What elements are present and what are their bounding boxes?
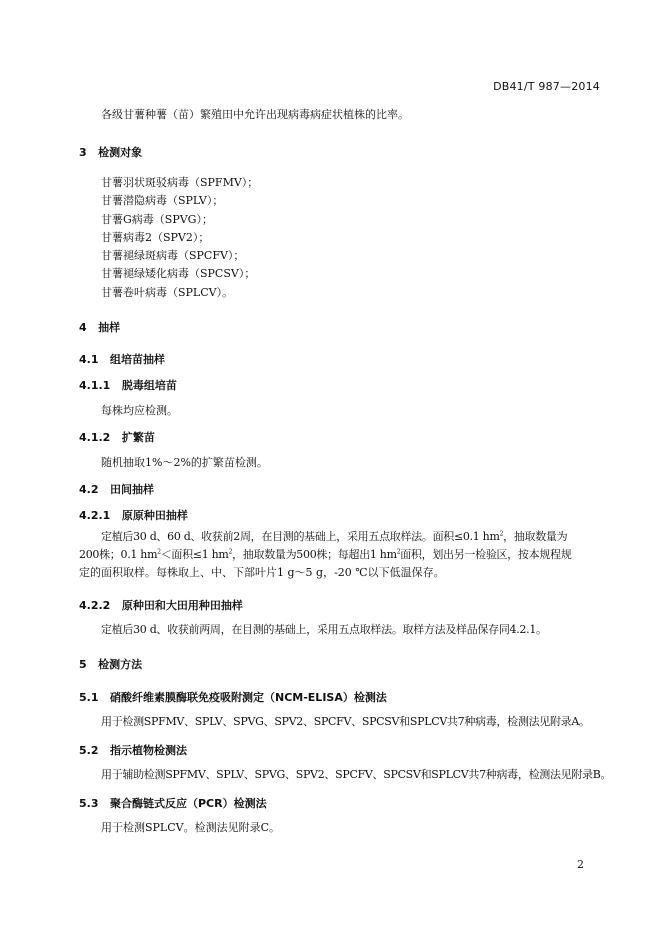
list-item: 甘薯病毒2（SPV2）； [101,230,210,244]
section-4-1-1-body [79,402,599,420]
section-title: 田间抽样 [110,483,154,496]
section-4-1-2-body [79,454,599,472]
section-4-2-2-body [79,621,609,639]
section-4-2-1-heading [79,507,599,523]
paragraph: 定植后30 d、收获前两周，在目测的基础上，采用五点取样法。取样方法及样品保存同4.2.1。 [101,623,547,636]
list-item: 甘薯卷叶病毒（SPLCV）。 [101,285,234,299]
detection-target-list [101,174,521,302]
paragraph: 用于辅助检测SPFMV、SPLV、SPVG、SPV2、SPCFV、SPCSV和SPLCV共7种病毒，检测法见附录B。 [101,768,612,781]
section-title: 检测对象 [98,146,143,159]
section-number: 3 [79,146,87,159]
section-title: 聚合酶链式反应（PCR）检测法 [110,797,267,810]
paragraph-line: 200株；0.1 $hm^2<$面积≤1 $hm^2$，抽取数量为500株；每超出1 $hm^2$面积，划出另一检验区，按本规程规 [79,548,572,561]
section-number: 4.1.2 [79,431,111,444]
list-item: 甘薯G病毒（SPVG）； [101,212,213,226]
section-title: 原原种田抽样 [121,509,188,522]
section-5-3-heading [79,795,599,811]
list-item: 甘薯褪绿斑病毒（SPCFV）； [101,249,245,263]
section-4-2-heading [79,481,599,497]
section-4-2-2-heading [79,597,599,613]
section-4-1-2-heading [79,429,599,445]
section-5-heading [79,656,599,672]
section-5-1-heading [79,689,599,705]
paragraph-line: 定植后30 d、60 d、收获前2周，在目测的基础上，采用五点取样法。面积≤0.1 $hm^2$，抽取数量为 [101,530,568,543]
section-number: 5.2 [79,744,99,757]
section-number: 5 [79,658,87,671]
section-5-2-body [79,766,612,784]
section-title: 指示植物检测法 [110,744,187,757]
paragraph: 随机抽取1%～2%的扩繁苗检测。 [101,456,268,469]
section-title: 组培苗抽样 [110,353,165,366]
section-title: 原种田和大田用种田抽样 [121,599,243,612]
paragraph: 用于检测SPFMV、SPLV、SPVG、SPV2、SPCFV、SPCSV和SPLCV共7种病毒，检测法见附录A。 [101,715,590,728]
section-4-1-heading [79,351,599,367]
section-4-heading [79,319,599,335]
section-title: 抽样 [98,321,121,334]
intro-paragraph [79,106,599,124]
page-number: 2 [577,858,584,871]
section-number: 4.2.2 [79,599,111,612]
section-5-3-body [79,819,599,837]
paragraph: 用于检测SPLCV。检测法见附录C。 [101,821,281,834]
section-number: 5.3 [79,797,99,810]
section-3-heading [79,144,599,160]
section-number: 4.1.1 [79,379,111,392]
list-item: 甘薯潜隐病毒（SPLV）； [101,194,224,208]
section-number: 4.2 [79,483,99,496]
paragraph-line: 定的面积取样。每株取上、中、下部叶片1 g～5 g，-20 ℃以下低温保存。 [79,566,445,579]
section-4-2-1-body [79,528,609,582]
section-4-1-1-heading [79,377,599,393]
section-number: 4.2.1 [79,509,111,522]
paragraph: 每株均应检测。 [101,404,178,417]
intro-text: 各级甘薯种薯（苗）繁殖田中允许出现病毒病症状植株的比率。 [101,108,409,121]
standard-code: DB41/T 987—2014 [493,80,600,93]
section-5-1-body [79,713,609,731]
section-number: 4.1 [79,353,99,366]
list-item: 甘薯羽状斑驳病毒（SPFMV）； [101,176,259,189]
section-number: 4 [79,321,87,334]
section-title: 硝酸纤维素膜酶联免疫吸附测定（NCM-ELISA）检测法 [110,691,387,704]
section-title: 脱毒组培苗 [121,379,177,392]
list-item: 甘薯褪绿矮化病毒（SPCSV）； [101,267,256,281]
section-5-2-heading [79,742,599,758]
section-title: 检测方法 [98,658,143,671]
section-number: 5.1 [79,691,99,704]
section-title: 扩繁苗 [121,431,155,444]
